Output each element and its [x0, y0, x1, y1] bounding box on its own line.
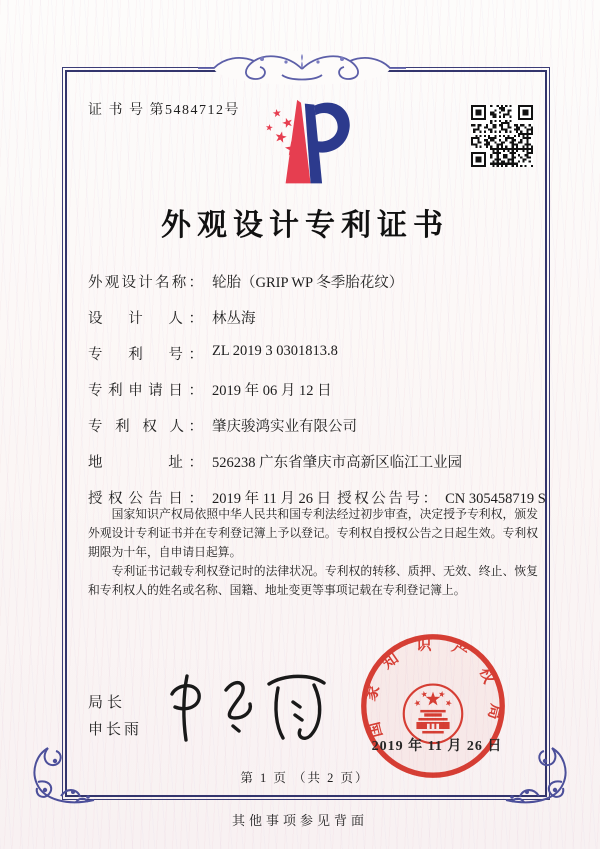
official-seal-stamp	[355, 628, 511, 784]
certificate-title: 外观设计专利证书	[161, 209, 449, 242]
page-indicator: 第 1 页 （共 2 页）	[240, 771, 370, 785]
field-value: ZL 2019 3 0301813.8	[212, 343, 338, 359]
top-flourish-ornament	[196, 47, 408, 89]
grant-date-label: 授权公告日：	[88, 491, 203, 507]
grant-number-value: CN 305458719 S	[445, 491, 546, 507]
field-value: 肇庆骏鸿实业有限公司	[212, 419, 357, 435]
certificate-number: 证 书 号 第5484712号	[88, 103, 240, 118]
field-row-designer	[88, 307, 543, 343]
legal-paragraph-1: 国家知识产权局依照中华人民共和国专利法经过初步审查，决定授予专利权，颁发外观设计专利证书并在专利登记簿上予以登记。专利权自授权公告之日起生效。专利权期限为十年，自申请日起算。	[88, 507, 538, 559]
field-row-design-name	[88, 271, 543, 307]
legal-text-block	[88, 505, 538, 600]
field-row-patentee	[88, 415, 543, 451]
seal-agency-text: 国家知识产权局	[361, 636, 505, 740]
field-value: 轮胎（GRIP WP 冬季胎花纹）	[212, 275, 404, 291]
seal-date: 2019 年 11 月 26 日	[371, 739, 503, 754]
commissioner-title: 局长	[88, 695, 127, 711]
field-label: 外观设计名称：	[88, 275, 203, 291]
legal-paragraph-2: 专利证书记载专利权登记时的法律状况。专利权的转移、质押、无效、终止、恢复和专利权人的姓名或名称、国籍、地址变更等事项记载在专利登记簿上。	[88, 564, 538, 597]
grant-date-value: 2019 年 11 月 26 日	[212, 491, 332, 507]
field-label: 专 利 权 人：	[88, 419, 203, 435]
field-label: 设 计 人：	[88, 311, 203, 327]
signature-script	[163, 664, 338, 749]
commissioner-name: 申长雨	[88, 722, 143, 738]
field-row-patent-number	[88, 343, 543, 379]
field-label: 专利申请日：	[88, 383, 203, 399]
field-list	[88, 271, 546, 523]
field-row-address	[88, 451, 543, 487]
cnipa-logo-icon	[240, 96, 360, 192]
field-label: 专 利 号：	[88, 347, 203, 363]
grant-number-label: 授权公告号：	[337, 491, 438, 507]
field-value: 林丛海	[212, 311, 256, 327]
field-label: 地 址：	[88, 455, 203, 471]
field-value: 526238 广东省肇庆市高新区临江工业园	[212, 455, 463, 471]
field-value: 2019 年 06 月 12 日	[212, 383, 332, 399]
back-side-note: 其他事项参见背面	[231, 813, 368, 828]
field-row-filing-date	[88, 379, 543, 415]
qr-code	[471, 105, 533, 167]
